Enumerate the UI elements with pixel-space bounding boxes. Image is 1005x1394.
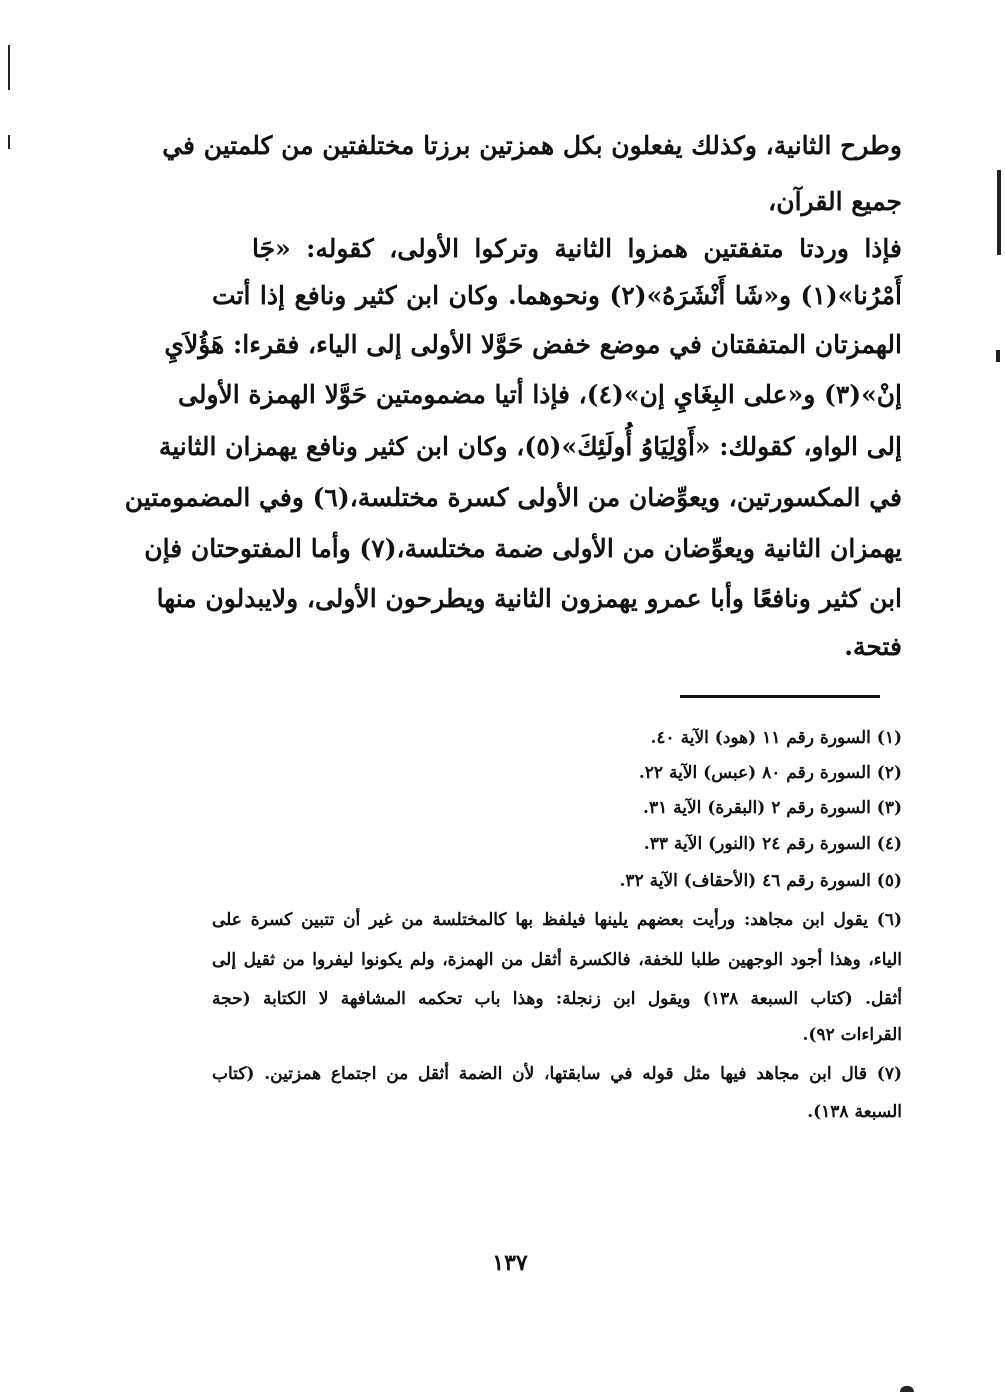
body-line: الهمزتان المتفقتان في موضع خفض حَوَّلا الأولى إلى الياء، فقرءا: هَؤُلاَيِ	[164, 330, 902, 359]
body-line: فتحة.	[844, 632, 902, 661]
scan-edge-mark	[8, 45, 10, 90]
footnote: (٤) السورة رقم ٢٤ (النور) الآية ٣٣.	[643, 834, 902, 854]
page-number: ١٣٧	[492, 1250, 528, 1276]
body-line: يهمزان الثانية ويعوِّضان من الأولى ضمة مختلسة،(٧) وأما المفتوحتان فإن	[144, 534, 902, 563]
footnote-continuation: السبعة ١٣٨).	[807, 1102, 902, 1122]
footnote-separator	[680, 695, 880, 698]
body-line: أَمْرُنا»(١) و«شَا أَنْشَرَهُ»(٢) ونحوهما. وكان ابن كثير ونافع إذا أتت	[212, 281, 902, 310]
footnote: (٧) قال ابن مجاهد فيها مثل قوله في سابقتها، لأن الضمة أثقل من اجتماع همزتين. (كتاب	[212, 1064, 902, 1084]
body-line: في المكسورتين، ويعوِّضان من الأولى كسرة مختلسة،(٦) وفي المضمومتين	[124, 483, 902, 512]
scan-edge-mark	[900, 1386, 914, 1392]
footnote: (١) السورة رقم ١١ (هود) الآية ٤٠.	[650, 728, 902, 748]
footnote-continuation: القراءات ٩٢).	[802, 1025, 902, 1045]
footnote: (٢) السورة رقم ٨٠ (عبس) الآية ٢٢.	[638, 763, 902, 783]
body-line: إنْ»(٣) و«على البِغَايِ إن»(٤)، فإذا أتيا مضمومتين حَوَّلا الهمزة الأولى	[178, 380, 902, 409]
scan-edge-mark	[997, 170, 1001, 255]
footnote: (٣) السورة رقم ٢ (البقرة) الآية ٣١.	[643, 798, 902, 818]
body-line: وطرح الثانية، وكذلك يفعلون بكل همزتين برزتا مختلفتين من كلمتين في	[162, 131, 902, 160]
body-line: جميع القرآن،	[768, 187, 902, 216]
body-line: إلى الواو، كقولك: «أَوْلِيَاوُ أُولَئِكَ»(٥)، وكان ابن كثير ونافع يهمزان الثانية	[158, 432, 902, 461]
body-line: ابن كثير ونافعًا وأبا عمرو يهمزون الثانية ويطرحون الأولى، ولايبدلون منها	[156, 584, 902, 613]
body-line: فإذا وردتا متفقتين همزوا الثانية وتركوا الأولى، كقوله: «جَا	[252, 234, 902, 263]
scan-edge-mark	[996, 350, 1000, 362]
footnote: (٥) السورة رقم ٤٦ (الأحقاف) الآية ٣٢.	[619, 871, 902, 891]
scan-edge-mark	[8, 135, 10, 149]
footnote: (٦) يقول ابن مجاهد: ورأيت بعضهم يلينها فيلفظ بها كالمختلسة من غير أن تتبين كسرة على	[212, 910, 902, 930]
footnote-continuation: أثقل. (كتاب السبعة ١٣٨) ويقول ابن زنجلة: وهذا باب تحكمه المشافهة لا الكتابة (حجة	[212, 989, 902, 1009]
footnote-continuation: الياء، وهذا أجود الوجهين طلبا للخفة، فالكسرة أثقل من الهمزة، ولم يكونوا ليفروا من ثقيل إلى	[212, 950, 902, 970]
